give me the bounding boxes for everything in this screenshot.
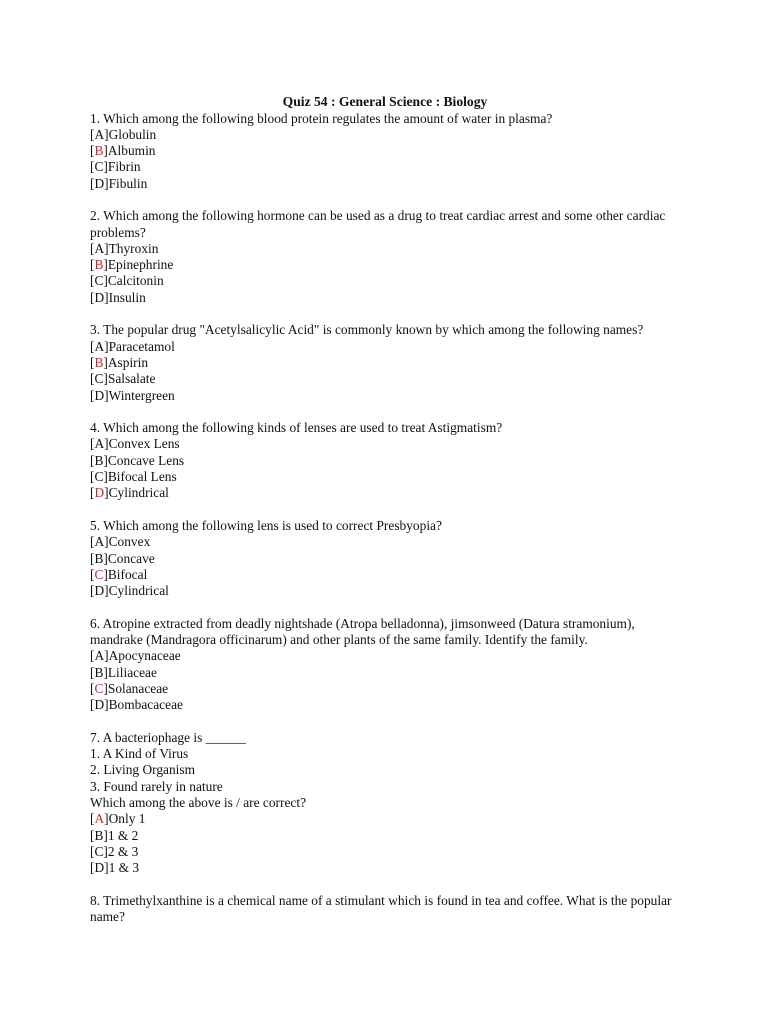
answer-option xyxy=(90,436,690,452)
option-bracket-close: ] xyxy=(104,289,109,305)
option-letter: D xyxy=(94,697,105,713)
question-text: 8. Trimethylxanthine is a chemical name of a stimulant which is found in tea and coffee. What is the popular name? xyxy=(90,892,672,925)
option-text: Salsalate xyxy=(107,371,156,387)
option-bracket-open: [ xyxy=(90,680,95,696)
option-bracket-close: ] xyxy=(104,697,109,713)
option-bracket-open: [ xyxy=(90,354,95,370)
answer-option xyxy=(90,388,690,404)
option-bracket-close: ] xyxy=(104,583,109,599)
question-block xyxy=(90,893,690,926)
question-block xyxy=(90,420,690,501)
option-bracket-open: [ xyxy=(90,697,95,713)
option-letter: A xyxy=(94,338,105,354)
option-letter: A xyxy=(94,534,105,550)
question-block xyxy=(90,730,690,877)
option-bracket-close: ] xyxy=(104,387,109,403)
option-text: Aspirin xyxy=(107,354,149,370)
option-bracket-open: [ xyxy=(90,126,95,142)
question-text: 2. Which among the following hormone can be used as a drug to treat cardiac arrest and some other cardiac problems? xyxy=(90,208,666,240)
option-text: Liliaceae xyxy=(107,664,157,680)
quiz-title: Quiz 54 : General Science : Biology xyxy=(282,94,488,109)
option-bracket-close: ] xyxy=(103,664,108,680)
option-text: Thyroxin xyxy=(108,240,159,256)
option-text: Solanaceae xyxy=(107,680,169,696)
option-bracket-close: ] xyxy=(104,175,109,191)
answer-option xyxy=(90,860,690,876)
option-bracket-open: [ xyxy=(90,566,95,582)
option-letter: D xyxy=(94,289,105,305)
option-letter: D xyxy=(94,583,105,599)
correct-answer-letter: C xyxy=(94,680,104,696)
option-text: Convex xyxy=(108,534,151,550)
option-bracket-open: [ xyxy=(90,485,95,501)
answer-option xyxy=(90,257,690,273)
question-text: 3. The popular drug "Acetylsalicylic Acid" is commonly known by which among the following names? xyxy=(90,322,644,338)
option-bracket-close: ] xyxy=(103,550,108,566)
option-letter: A xyxy=(94,436,105,452)
answer-option xyxy=(90,469,690,485)
question-statement: 3. Found rarely in nature xyxy=(90,778,223,794)
option-text: Albumin xyxy=(107,143,156,159)
answer-option xyxy=(90,844,690,860)
option-bracket-open: [ xyxy=(90,436,95,452)
correct-answer-letter: B xyxy=(94,143,104,159)
answer-option xyxy=(90,159,690,175)
option-bracket-open: [ xyxy=(90,550,95,566)
option-bracket-open: [ xyxy=(90,827,95,843)
option-letter: B xyxy=(94,452,104,468)
option-letter: C xyxy=(94,469,104,485)
option-text: Epinephrine xyxy=(107,257,174,273)
option-letter: A xyxy=(94,648,105,664)
question-block xyxy=(90,208,690,306)
option-text: Cylindrical xyxy=(108,583,169,599)
option-text: Globulin xyxy=(108,126,157,142)
answer-option xyxy=(90,648,690,664)
option-text: Concave Lens xyxy=(107,452,185,468)
answer-option xyxy=(90,127,690,143)
option-text: Apocynaceae xyxy=(108,648,181,664)
option-bracket-close: ] xyxy=(104,860,109,876)
option-text: Wintergreen xyxy=(108,387,175,403)
option-letter: C xyxy=(94,843,104,859)
option-bracket-close: ] xyxy=(104,534,109,550)
option-letter: D xyxy=(94,387,105,403)
option-bracket-open: [ xyxy=(90,371,95,387)
option-bracket-close: ] xyxy=(103,827,108,843)
answer-option xyxy=(90,567,690,583)
answer-option xyxy=(90,176,690,192)
option-bracket-open: [ xyxy=(90,143,95,159)
answer-option xyxy=(90,811,690,827)
option-bracket-close: ] xyxy=(103,680,108,696)
question-statement: 2. Living Organism xyxy=(90,762,196,778)
option-text: Fibrin xyxy=(107,159,141,175)
option-bracket-close: ] xyxy=(104,240,109,256)
option-text: Bifocal Lens xyxy=(107,469,177,485)
option-bracket-close: ] xyxy=(103,257,108,273)
option-text: 1 & 2 xyxy=(107,827,139,843)
option-letter: A xyxy=(94,126,105,142)
option-text: Cylindrical xyxy=(108,485,169,501)
correct-answer-letter: A xyxy=(94,811,105,827)
option-text: Insulin xyxy=(108,289,146,305)
answer-option xyxy=(90,355,690,371)
option-bracket-open: [ xyxy=(90,860,95,876)
option-bracket-close: ] xyxy=(103,159,108,175)
option-bracket-open: [ xyxy=(90,387,95,403)
question-statement: 1. A Kind of Virus xyxy=(90,746,189,762)
option-text: Calcitonin xyxy=(107,273,164,289)
question-block xyxy=(90,322,690,403)
option-bracket-open: [ xyxy=(90,175,95,191)
question-block xyxy=(90,111,690,192)
option-bracket-open: [ xyxy=(90,273,95,289)
option-bracket-close: ] xyxy=(103,371,108,387)
option-bracket-close: ] xyxy=(103,843,108,859)
answer-option xyxy=(90,551,690,567)
answer-option xyxy=(90,339,690,355)
option-bracket-close: ] xyxy=(103,354,108,370)
quiz-document xyxy=(90,94,690,942)
correct-answer-letter: C xyxy=(94,566,104,582)
option-text: Paracetamol xyxy=(108,338,175,354)
option-bracket-close: ] xyxy=(103,566,108,582)
answer-option xyxy=(90,241,690,257)
option-bracket-open: [ xyxy=(90,257,95,273)
option-letter: A xyxy=(94,240,105,256)
option-bracket-open: [ xyxy=(90,534,95,550)
option-bracket-open: [ xyxy=(90,843,95,859)
answer-option xyxy=(90,485,690,501)
option-bracket-close: ] xyxy=(104,436,109,452)
option-bracket-open: [ xyxy=(90,240,95,256)
option-bracket-close: ] xyxy=(104,485,109,501)
option-letter: C xyxy=(94,159,104,175)
answer-option xyxy=(90,273,690,289)
question-text: 5. Which among the following lens is used to correct Presbyopia? xyxy=(90,517,442,533)
option-bracket-close: ] xyxy=(103,273,108,289)
answer-option xyxy=(90,681,690,697)
option-bracket-open: [ xyxy=(90,664,95,680)
option-bracket-open: [ xyxy=(90,452,95,468)
option-bracket-open: [ xyxy=(90,583,95,599)
option-bracket-close: ] xyxy=(104,338,109,354)
option-letter: B xyxy=(94,664,104,680)
option-text: Bifocal xyxy=(107,566,148,582)
option-bracket-open: [ xyxy=(90,469,95,485)
option-letter: C xyxy=(94,371,104,387)
option-text: 1 & 3 xyxy=(108,860,140,876)
option-letter: B xyxy=(94,550,104,566)
option-text: 2 & 3 xyxy=(107,843,139,859)
answer-option xyxy=(90,697,690,713)
answer-option xyxy=(90,453,690,469)
question-text: 7. A bacteriophage is ______ xyxy=(90,729,246,745)
option-bracket-open: [ xyxy=(90,289,95,305)
option-letter: B xyxy=(94,827,104,843)
option-letter: C xyxy=(94,273,104,289)
correct-answer-letter: B xyxy=(94,257,104,273)
answer-option xyxy=(90,665,690,681)
correct-answer-letter: D xyxy=(94,485,105,501)
question-block xyxy=(90,518,690,599)
answer-option xyxy=(90,290,690,306)
option-bracket-close: ] xyxy=(104,811,109,827)
option-bracket-close: ] xyxy=(103,469,108,485)
answer-option xyxy=(90,143,690,159)
option-letter: D xyxy=(94,175,105,191)
option-bracket-open: [ xyxy=(90,159,95,175)
question-text: 6. Atropine extracted from deadly nightshade (Atropa belladonna), jimsonweed (Datura stramonium), mandrake (Mandragora officinarum) and other plants of the same family. Identify the family. xyxy=(90,615,635,647)
option-text: Fibulin xyxy=(108,175,148,191)
question-list xyxy=(90,111,690,926)
option-bracket-open: [ xyxy=(90,811,95,827)
option-text: Bombacaceae xyxy=(108,697,183,713)
option-text: Only 1 xyxy=(108,811,146,827)
answer-option xyxy=(90,828,690,844)
option-bracket-open: [ xyxy=(90,648,95,664)
correct-answer-letter: B xyxy=(94,354,104,370)
question-statement: Which among the above is / are correct? xyxy=(90,794,307,810)
option-bracket-close: ] xyxy=(103,452,108,468)
question-text: 1. Which among the following blood protein regulates the amount of water in plasma? xyxy=(90,110,553,126)
answer-option xyxy=(90,371,690,387)
question-block xyxy=(90,616,690,714)
option-bracket-close: ] xyxy=(104,126,109,142)
option-bracket-open: [ xyxy=(90,338,95,354)
option-text: Convex Lens xyxy=(108,436,180,452)
option-letter: D xyxy=(94,860,105,876)
answer-option xyxy=(90,583,690,599)
answer-option xyxy=(90,534,690,550)
option-text: Concave xyxy=(107,550,155,566)
option-bracket-close: ] xyxy=(103,143,108,159)
option-bracket-close: ] xyxy=(104,648,109,664)
question-text: 4. Which among the following kinds of lenses are used to treat Astigmatism? xyxy=(90,420,503,436)
